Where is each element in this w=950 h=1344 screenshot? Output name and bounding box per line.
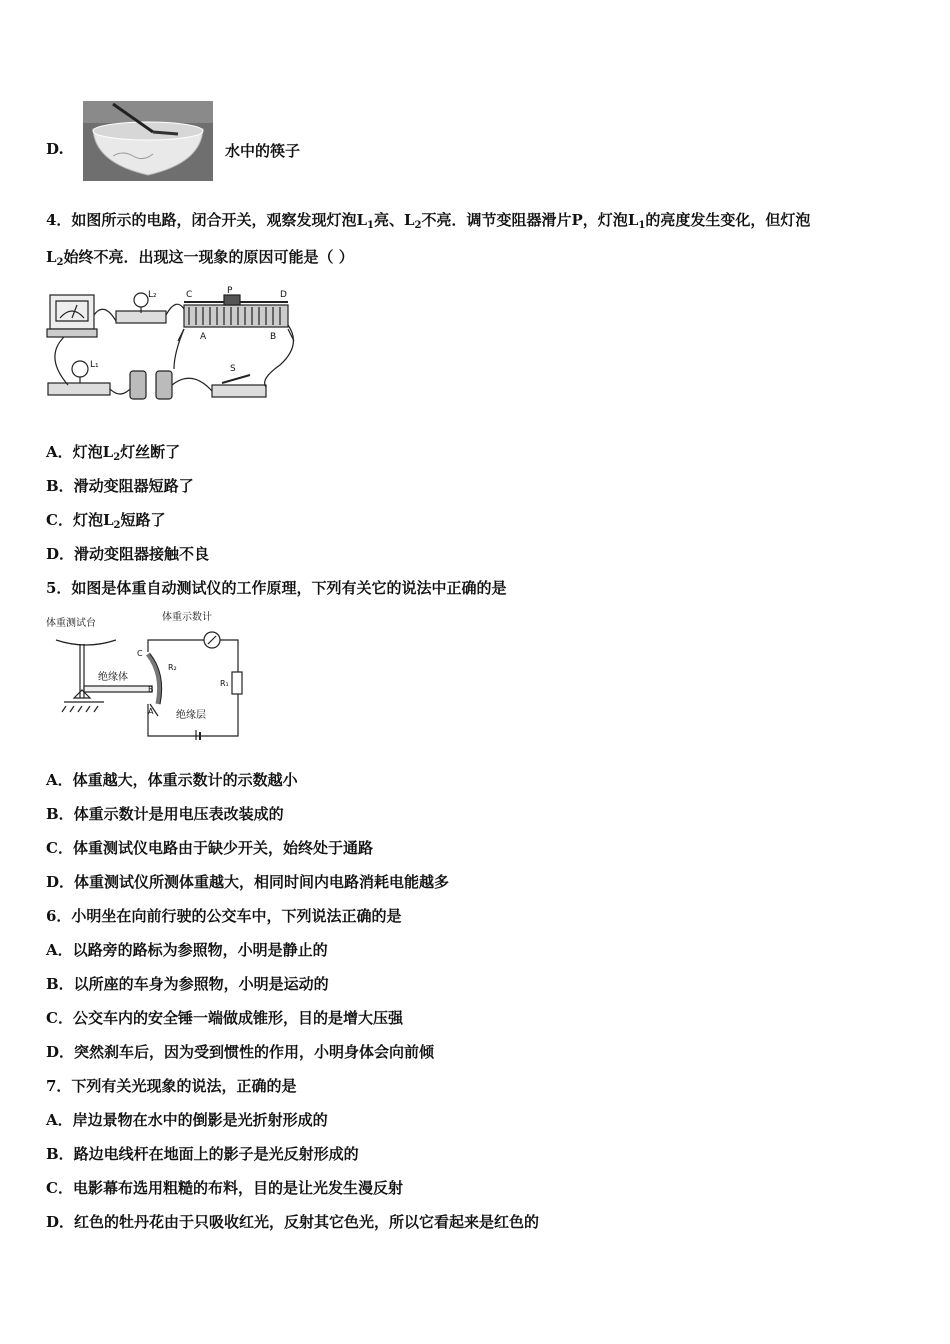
q7-option-a: A．岸边景物在水中的倒影是光折射形成的 <box>46 1111 328 1129</box>
q4-fig-s-label: S <box>230 364 236 374</box>
q4-fig-c-label: C <box>186 290 193 300</box>
q4-fig-l2-label: L₂ <box>148 290 157 300</box>
q4-fig-b-label: B <box>270 332 277 342</box>
q7-option-b: B．路边电线杆在地面上的影子是光反射形成的 <box>46 1145 359 1163</box>
q4-stem-line1: 4．如图所示的电路，闭合开关，观察发现灯泡$L_1$亮、$L_2$不亮．调节变阻器滑片P，灯泡$L_1$的亮度发生变化，但灯泡 <box>46 211 811 231</box>
q5-weight-tester-figure <box>44 606 244 740</box>
q5-option-c: C．体重测试仪电路由于缺少开关，始终处于通路 <box>46 839 373 857</box>
q6-stem: 6．小明坐在向前行驶的公交车中，下列说法正确的是 <box>46 907 402 925</box>
q7-stem: 7．下列有关光现象的说法，正确的是 <box>46 1077 297 1095</box>
q5-fig-a-label: A <box>148 707 154 716</box>
q4-option-a: A．灯泡$L_2$灯丝断了 <box>46 443 181 463</box>
q4-fig-a-label: A <box>200 332 207 342</box>
q4-fig-d-label: D <box>280 290 287 300</box>
q5-fig-b-label: B <box>148 685 154 694</box>
q4-circuit-figure <box>44 285 306 405</box>
q5-fig-insulator-label: 绝缘体 <box>98 672 128 683</box>
q5-option-d: D．体重测试仪所测体重越大，相同时间内电路消耗电能越多 <box>46 873 450 891</box>
q5-fig-meter-label: 体重示数计 <box>162 612 212 623</box>
q5-stem: 5．如图是体重自动测试仪的工作原理，下列有关它的说法中正确的是 <box>46 579 507 597</box>
q4-option-d: D．滑动变阻器接触不良 <box>46 545 210 563</box>
q6-option-a: A．以路旁的路标为参照物，小明是静止的 <box>46 941 328 959</box>
q3-option-d-caption: 水中的筷子 <box>225 142 301 160</box>
q6-option-b: B．以所座的车身为参照物，小明是运动的 <box>46 975 329 993</box>
q6-option-c: C．公交车内的安全锤一端做成锥形，目的是增大压强 <box>46 1009 403 1027</box>
q5-fig-r2-label: R₂ <box>168 663 177 672</box>
q7-option-d: D．红色的牡丹花由于只吸收红光，反射其它色光，所以它看起来是红色的 <box>46 1213 540 1231</box>
q7-option-c: C．电影幕布选用粗糙的布料，目的是让光发生漫反射 <box>46 1179 403 1197</box>
bowl-chopsticks-photo <box>83 101 213 181</box>
q4-stem-line2: $L_2$始终不亮．出现这一现象的原因可能是（ ） <box>46 248 354 268</box>
q5-option-a: A．体重越大，体重示数计的示数越小 <box>46 771 298 789</box>
q5-fig-c-label: C <box>137 649 143 658</box>
q5-fig-insulating-layer-label: 绝缘层 <box>176 710 206 721</box>
q5-fig-r1-label: R₁ <box>220 679 229 688</box>
q3-option-d-label: D. <box>46 140 64 158</box>
q4-option-c: C．灯泡$L_2$短路了 <box>46 511 166 531</box>
q6-option-d: D．突然刹车后，因为受到惯性的作用，小明身体会向前倾 <box>46 1043 435 1061</box>
q4-fig-l1-label: L₁ <box>90 360 99 370</box>
q4-option-b: B．滑动变阻器短路了 <box>46 477 194 495</box>
q5-fig-platform-label: 体重测试台 <box>46 618 96 629</box>
q4-fig-p-label: P <box>227 286 233 296</box>
q5-option-b: B．体重示数计是用电压表改装成的 <box>46 805 284 823</box>
